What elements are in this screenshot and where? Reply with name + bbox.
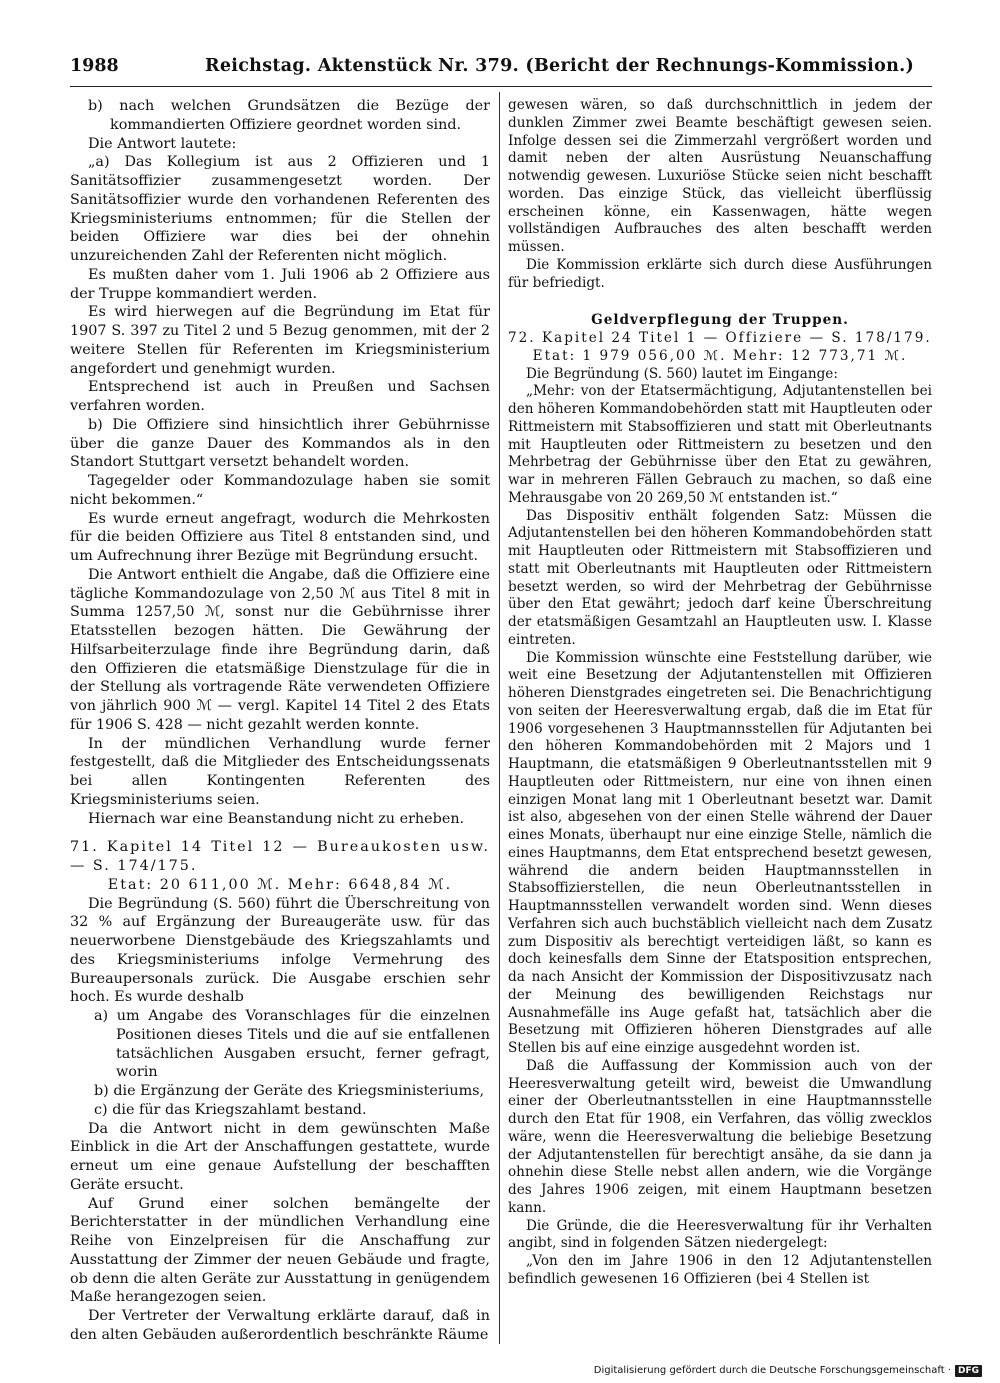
quotation: „Mehr: von der Etatsermächtigung, Adjutantenstellen bei den höheren Kommandobehörden statt mit Hauptleuten oder Rittmeistern mit Stabsoffizieren und statt mit Oberleutnants mit Hauptleuten oder Rittmeistern zu besetzen und den Mehrbetrag der Gebührnisse über den Etat zu gewähren, war in mehreren Fällen Gebrauch zu machen, so daß eine Mehrausgabe von 20 269,50 ℳ entstanden ist.“	[508, 383, 932, 506]
paragraph: Es wird hierwegen auf die Begründung im Etat für 1907 S. 397 zu Titel 2 und 5 Bezug genommen, mit der 2 weitere Stellen für Referenten im Kriegsministerium angefordert und genehmigt wurden.	[70, 304, 490, 377]
paragraph: Die Kommission erklärte sich durch diese Ausführungen für befriedigt.	[508, 256, 932, 291]
paragraph: Auf Grund einer solchen bemängelte der Berichterstatter in der mündlichen Verhandlung eine Reihe von Einzelpreisen für die Anschaffung zur Ausstattung der Zimmer der neuen Gebäude und fragte, ob denn die alten Geräte zur Ausstattung in genügendem Maße herangezogen seien.	[70, 1195, 490, 1306]
paragraph: Hiernach war eine Beanstandung nicht zu erheben.	[88, 810, 465, 827]
header-rule	[70, 86, 932, 87]
quotation: „Von den im Jahre 1906 in den 12 Adjutantenstellen befindlich gewesenen 16 Offizieren (bei 4 Stellen ist	[508, 1253, 932, 1287]
page-number: 1988	[70, 56, 119, 76]
credit-text: Digitalisierung gefördert durch die Deutsche Forschungsgemeinschaft ·	[593, 1365, 951, 1376]
section-heading: Geldverpflegung der Truppen.	[591, 312, 849, 329]
section-heading: 72. Kapitel 24 Titel 1 — Offiziere — S. 178/179.	[508, 330, 932, 346]
dfg-logo: DFG	[955, 1365, 982, 1377]
paragraph: Es mußten daher vom 1. Juli 1906 ab 2 Offiziere aus der Truppe kommandiert werden.	[70, 266, 490, 302]
paragraph: Da die Antwort nicht in dem gewünschten Maße Einblick in die Art der Anschaffungen gestattete, wurde erneut um eine genaue Aufstellung der beschafften Geräte ersucht.	[70, 1120, 490, 1193]
paragraph: Der Vertreter der Verwaltung erklärte darauf, daß in den alten Gebäuden außerordentlich beschränkte Räume	[70, 1308, 490, 1343]
running-title: Reichstag. Aktenstück Nr. 379. (Bericht der Rechnungs-Kommission.)	[205, 56, 915, 76]
list-item: c) die für das Kriegszahlamt bestand.	[94, 1101, 367, 1118]
paragraph: Tagegelder oder Kommandozulage haben sie somit nicht bekommen.“	[70, 473, 490, 508]
paragraph: Es wurde erneut angefragt, wodurch die Mehrkosten für die beiden Offiziere aus Titel 8 entstanden sind, und um Aufrechnung ihrer Bezüge mit Begründung ersucht.	[70, 510, 490, 564]
digitization-credit	[594, 1365, 982, 1377]
paragraph: Die Begründung (S. 560) lautet im Eingange:	[526, 365, 838, 382]
budget-line: Etat: 1 979 056,00 ℳ. Mehr: 12 773,71 ℳ.	[532, 347, 908, 364]
paragraph: b) Die Offiziere sind hinsichtlich ihrer Gebührnisse über die ganze Dauer des Kommandos als in den Standort Stuttgart versetzt behandelt worden.	[70, 416, 490, 471]
right-column	[508, 97, 932, 1289]
budget-line: Etat: 20 611,00 ℳ. Mehr: 6648,84 ℳ.	[107, 876, 453, 893]
list-item: b) die Ergänzung der Geräte des Kriegsministeriums,	[94, 1083, 485, 1099]
paragraph: Die Gründe, die die Heeresverwaltung für ihr Verhalten angibt, sind in folgenden Sätzen niedergelegt:	[508, 1217, 932, 1252]
running-head	[70, 52, 932, 82]
paragraph: Die Antwort enthielt die Angabe, daß die Offiziere eine tägliche Kommandozulage von 2,50 ℳ aus Titel 8 mit in Summa 1257,50 ℳ, sonst nur die Gebührnisse ihrer Etatsstellen bezogen hätten. Die Gewährung der Hilfsarbeiterzulage finde ihre Begründung darin, daß den Offizieren die etatsmäßige Dienstzulage für die in der Stellung als vortragende Räte verwendeten Offiziere von jährlich 900 ℳ — vergl. Kapitel 14 Titel 2 des Etats für 1906 S. 428 — nicht gezahlt werden konnte.	[70, 566, 490, 733]
section-heading: 71. Kapitel 14 Titel 12 — Bureaukosten usw. — S. 174/175.	[70, 839, 490, 874]
left-column	[70, 97, 490, 1345]
paragraph: Die Antwort lautete:	[88, 135, 237, 152]
paragraph: Die Begründung (S. 560) führt die Überschreitung von 32 % auf Ergänzung der Bureaugeräte usw. für das neuerworbene Dienstgebäude des Kriegszahlamts und des Kriegsministeriums infolge Vermehrung des Bureaupersonals zurück. Die Ausgabe erschien sehr hoch. Es wurde deshalb	[70, 895, 490, 1006]
paragraph: Entsprechend ist auch in Preußen und Sachsen verfahren worden.	[70, 379, 490, 414]
paragraph: gewesen wären, so daß durchschnittlich in jedem der dunklen Zimmer zwei Beamte beschäftigt gewesen seien. Infolge dessen sei die Zimmerzahl vergrößert worden und damit neben der alten Ausrüstung Neuanschaffung notwendig gewesen. Luxuriöse Stücke seien nicht beschafft worden. Das einzige Stück, das vielleicht überflüssig erscheinen könne, ein Kassenwagen, hätte wegen vollständigen Aufbrauches des alten beschafft werden müssen.	[508, 97, 932, 255]
paragraph: „a) Das Kollegium ist aus 2 Offizieren und 1 Sanitätsoffizier zusammengesetzt worden. Der Sanitätsoffizier wurde den vorhandenen Referenten des Kriegsministeriums entnommen; für die Stellen der beiden Offiziere war dies bei der ohnehin unzureichenden Zahl der Referenten nicht möglich.	[70, 154, 490, 264]
column-divider	[499, 92, 500, 1344]
paragraph: Die Kommission wünschte eine Feststellung darüber, wie weit eine Besetzung der Adjutantenstellen mit Offizieren höheren Dienstgrades eingetreten sei. Die Benachrichtigung von seiten der Heeresverwaltung ergab, daß die im Etat für 1906 vorgesehenen 3 Hauptmannsstellen für Adjutanten bei den höheren Kommandobehörden mit 2 Majors und 1 Hauptmann, die etatsmäßigen 9 Oberleutnantsstellen mit 9 Hauptleuten oder Rittmeistern, nur eine von ihnen einen einzigen Monat lang mit 1 Oberleutnant besetzt war. Damit ist also, abgesehen von der einen Stelle während der Dauer eines Monats, überhaupt nur eine einzige Stelle, nämlich die eines Hauptmanns, dem Etat entsprechend besetzt gewesen, während die andern beiden Hauptmannsstellen in Stabsoffizierstellen, die neun Oberleutnantsstellen in Hauptmannsstellen verwandelt worden sind. Wenn dieses Verfahren sich auch buchstäblich vielleicht nach dem Zusatz zum Dispositiv als berechtigt verteidigen läßt, so kann es doch keinesfalls dem Sinne der Etatsposition entsprechen, da nach Ansicht der Kommission der Dispositivzusatz nach der Meinung des bewilligenden Reichstags nur Ausnahmefälle ins Auge gefaßt hat, tatsächlich aber die Besetzung mit Offizieren höheren Dienstgrades auf alle Stellen bis auf eine einzige ausgedehnt worden ist.	[508, 649, 932, 1056]
paragraph: Das Dispositiv enthält folgenden Satz: Müssen die Adjutantenstellen bei den höheren Kommandobehörden statt mit Hauptleuten oder Rittmeistern mit Stabsoffizieren und statt mit Oberleutnants mit Hauptleuten oder Rittmeistern besetzt werden, so wird der Mehrbetrag der Gebührnisse über den Etat gewährt; jedoch darf keine Überschreitung der etatsmäßigen Gesamtzahl an Hauptleuten usw. I. Klasse eintreten.	[508, 507, 932, 648]
paragraph: Daß die Auffassung der Kommission auch von der Heeresverwaltung geteilt wird, beweist die Umwandlung einer der Oberleutnantsstellen in eine Hauptmannsstelle durch den Etat für 1908, ein Verfahren, das völlig zwecklos wäre, wenn die Heeresverwaltung die beliebige Besetzung der Adjutantenstellen für berechtigt ansähe, da sie dann ja ohnehin diese Stelle nebst allen andern, wie die Vorgänge des Jahres 1906 zeigen, mit einem Hauptmann besetzen kann.	[508, 1057, 932, 1216]
paragraph: In der mündlichen Verhandlung wurde ferner festgestellt, daß die Mitglieder des Entscheidungssenats bei allen Kontingenten Referenten des Kriegsministeriums seien.	[70, 735, 490, 808]
paragraph: b) nach welchen Grundsätzen die Bezüge der kommandierten Offiziere geordnet worden sind.	[88, 98, 490, 133]
list-item: a) um Angabe des Voranschlages für die einzelnen Positionen dieses Titels und die auf sie entfallenen tatsächlichen Ausgaben ersucht, ferner gefragt, worin	[94, 1008, 490, 1081]
